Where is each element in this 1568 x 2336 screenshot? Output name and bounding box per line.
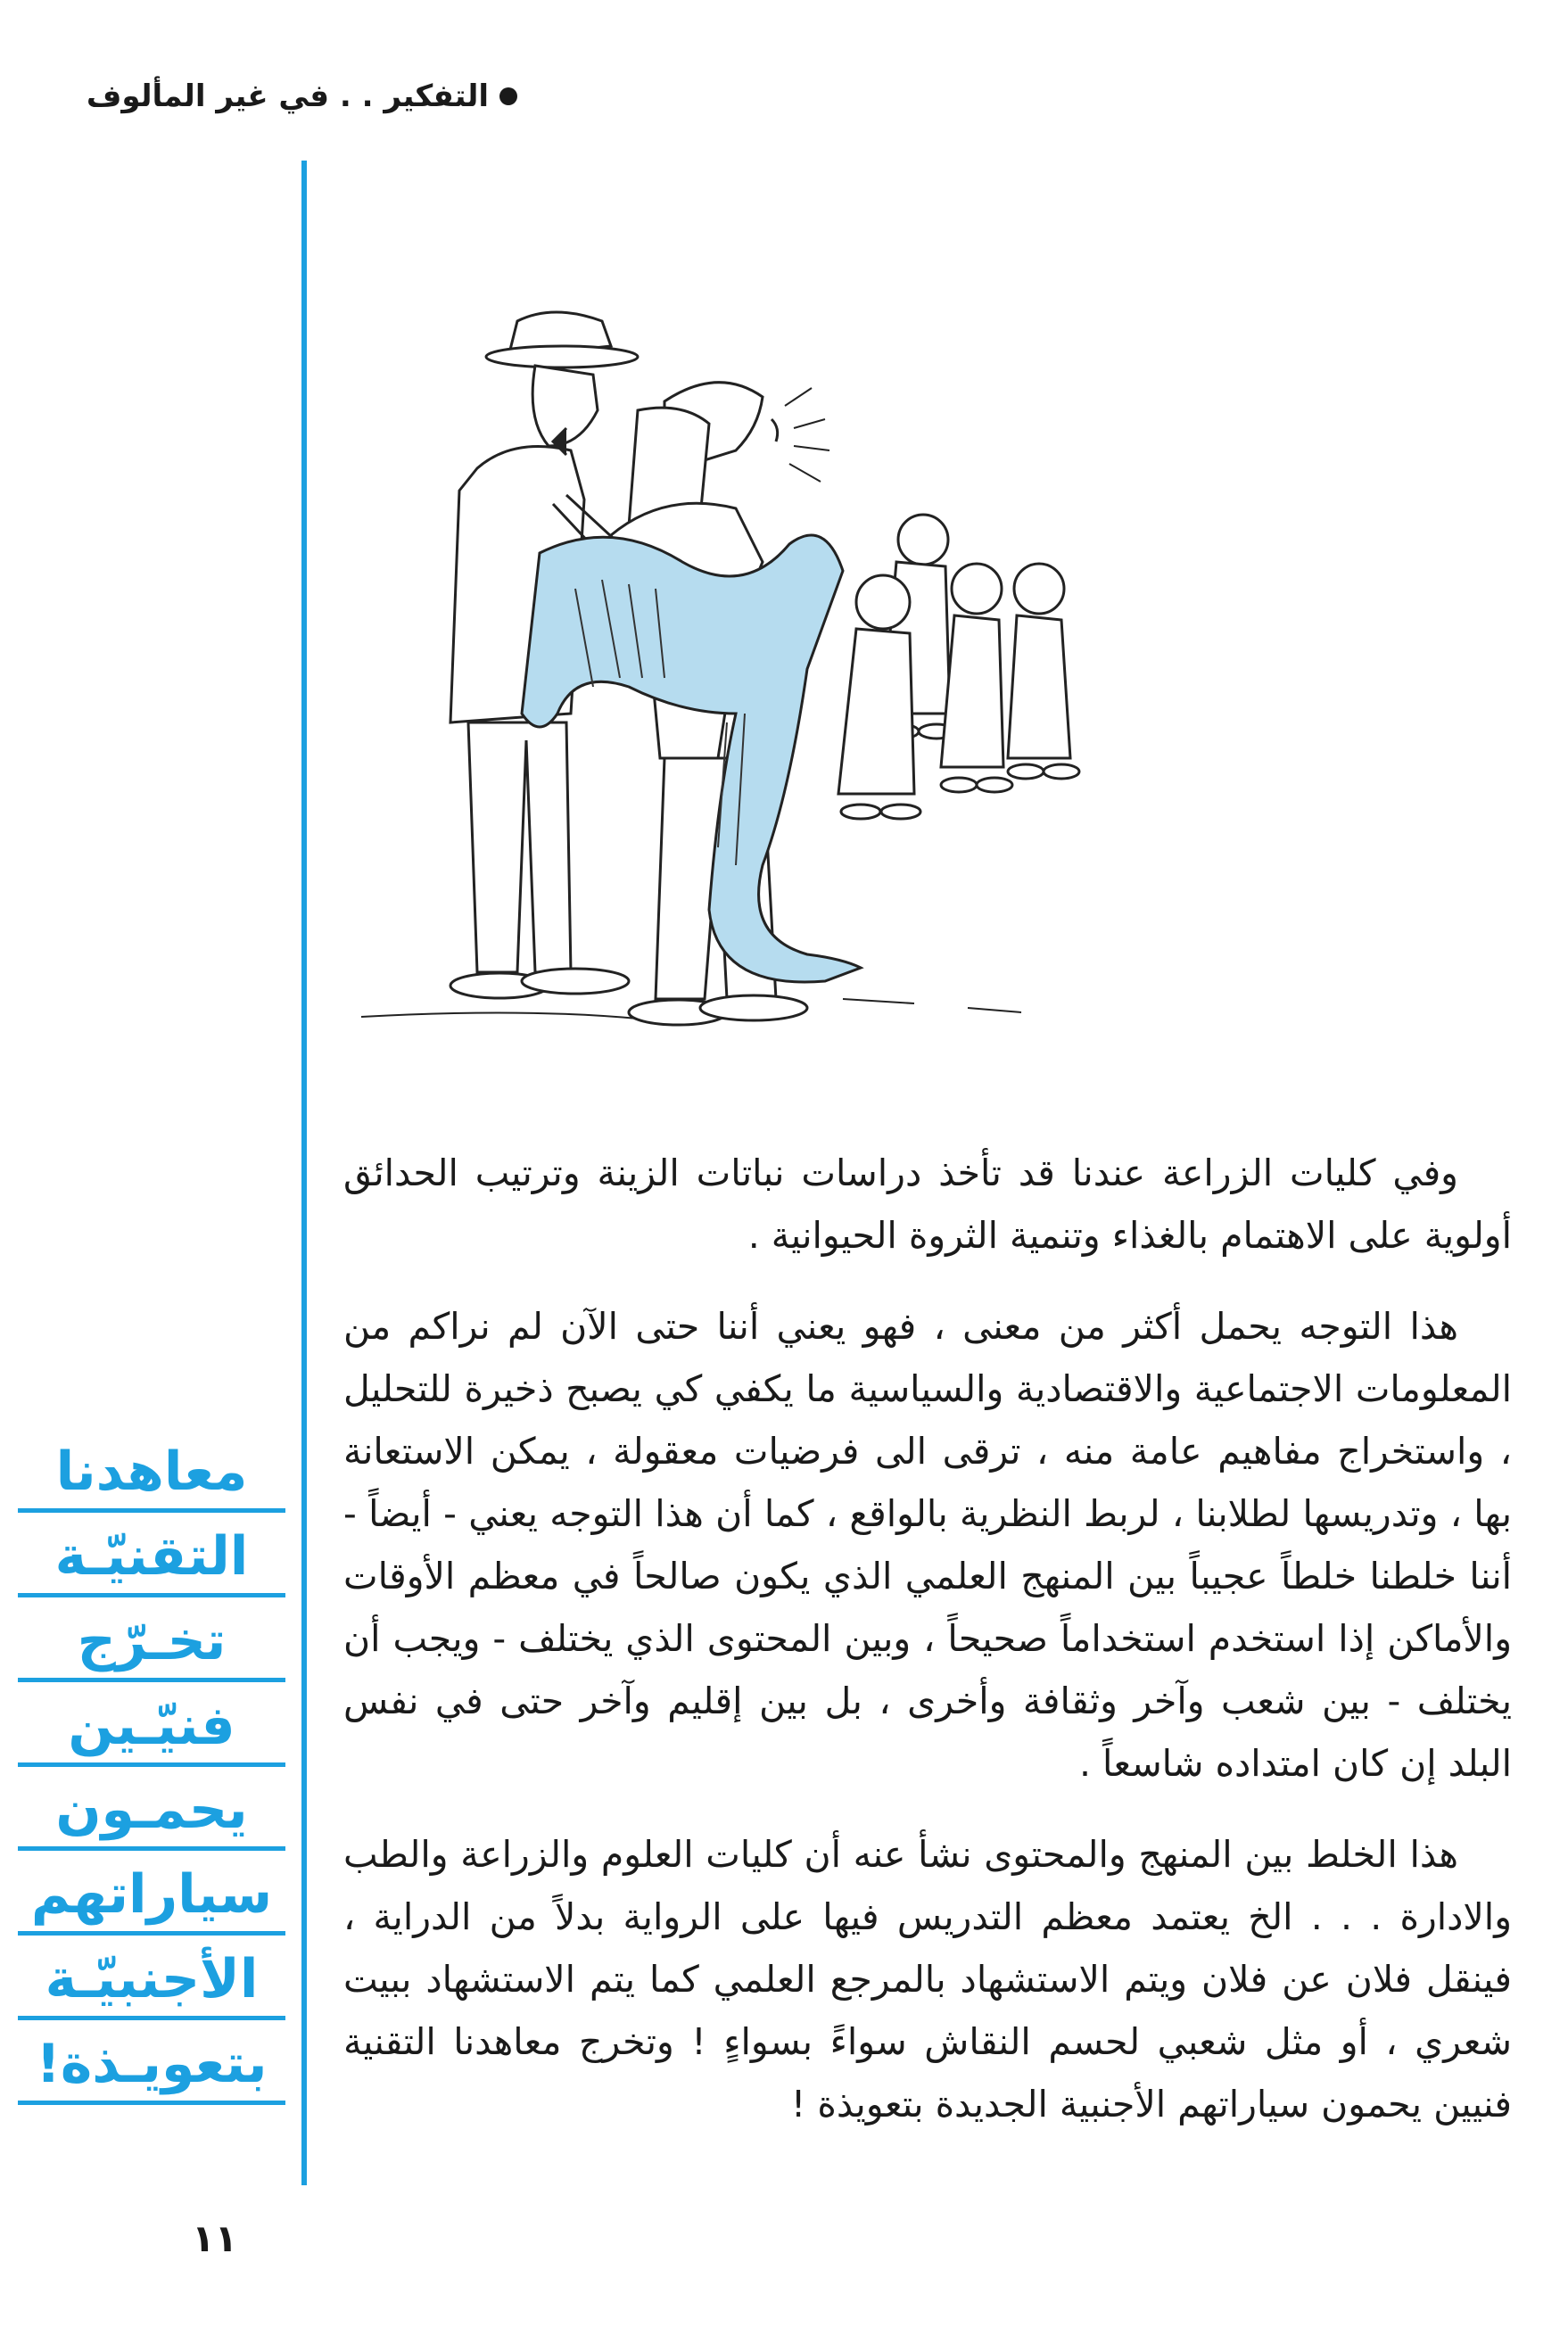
- pull-quote-line: سياراتهم: [18, 1863, 285, 1936]
- paragraph: هذا الخلط بين المنهج والمحتوى نشأ عنه أن كليات العلوم والزراعة والطب والادارة . . . الخ يعتمد معظم التدريس فيها على الرواية بدلاً من الدراية ، فينقل فلان عن فلان ويتم الاستشهاد بالمرجع العلمي كما يتم الاستشهاد ببيت شعري ، أو مثل شعبي لحسم النقاش سواءً بسواءٍ ! وتخرج معاهدنا التقنية فنيين يحمون سياراتهم الأجنبية الجديدة بتعويذة !: [343, 1833, 1512, 2126]
- cartoon-illustration: [343, 294, 1200, 1052]
- children-group: [838, 515, 1079, 819]
- pull-quote-line: بتعويـذة!: [36, 2032, 268, 2095]
- paragraph: وفي كليات الزراعة عندنا قد تأخذ دراسات نباتات الزينة وترتيب الحدائق أولوية على الاهتمام بالغذاء وتنمية الثروة الحيوانية .: [343, 1151, 1512, 1257]
- pull-quote-line: الأجنبيّـة: [18, 1948, 285, 2020]
- pull-quote-line: معاهدنا: [18, 1440, 285, 1513]
- paragraph: هذا التوجه يحمل أكثر من معنى ، فهو يعني أننا حتى الآن لم نراكم من المعلومات الاجتماعية والاقتصادية والسياسية ما يكفي كي يصبح ذخيرة للتحليل ، واستخراج مفاهيم عامة منه ، ترقى الى فرضيات معقولة ، يمكن الاستعانة بها ، وتدريسها لطلابنا ، لربط النظرية بالواقع ، كما أن هذا التوجه يعني - أيضاً - أننا خلطنا خلطاً عجيباً بين المنهج العلمي الذي يكون صالحاً في معظم الأوقات والأماكن إذا استخدم استخداماً صحيحاً ، وبين المحتوى الذي يختلف - ويجب أن يختلف - بين شعب وآخر وثقافة وأخرى ، بل بين إقليم وآخر حتى في نفس البلد إن كان امتداده شاسعاً .: [343, 1305, 1512, 1785]
- running-title: التفكير . . في غير المألوف: [86, 78, 489, 114]
- body-text: [343, 1142, 1512, 2164]
- running-header: [87, 78, 517, 114]
- pull-quote-line: التقنيّـة: [18, 1525, 285, 1597]
- filled-circle-icon: [499, 87, 517, 105]
- vertical-rule: [301, 161, 307, 2185]
- pull-quote: [18, 1440, 285, 2105]
- page-number: ١١: [192, 2216, 238, 2260]
- pull-quote-line: يحمـون: [18, 1779, 285, 1851]
- pull-quote-line: فنيّـين: [18, 1695, 285, 1767]
- pull-quote-line: تخـرّج: [18, 1610, 285, 1682]
